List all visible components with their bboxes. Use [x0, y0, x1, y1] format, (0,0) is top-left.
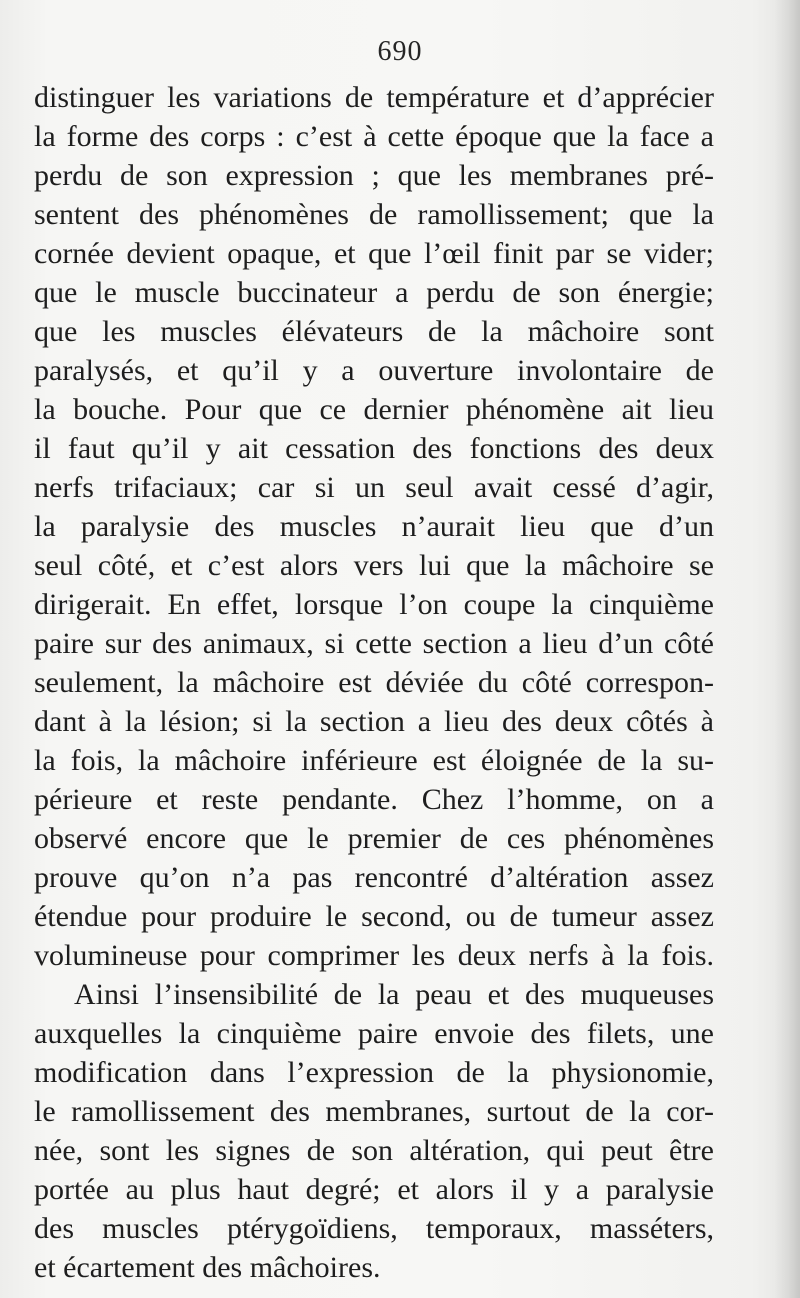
text-line: périeure et reste pendante. Chez l’homme, on a	[34, 783, 714, 816]
text-line: observé encore que le premier de ces phénomènes	[34, 822, 714, 855]
text-line: cornée devient opaque, et que l’œil finit par se vider;	[34, 237, 714, 270]
text-line: dirigerait. En effet, lorsque l’on coupe la cinquième	[34, 588, 714, 621]
text-line: des muscles ptérygoïdiens, temporaux, masséters,	[34, 1212, 714, 1245]
text-line: née, sont les signes de son altération, qui peut être	[34, 1134, 714, 1167]
text-line: modification dans l’expression de la physionomie,	[34, 1056, 714, 1089]
text-line: nerfs trifaciaux; car si un seul avait cessé d’agir,	[34, 471, 714, 504]
text-line: que le muscle buccinateur a perdu de son énergie;	[34, 276, 714, 309]
text-line: prouve qu’on n’a pas rencontré d’altération assez	[34, 861, 714, 894]
text-line: Ainsi l’insensibilité de la peau et des muqueuses	[74, 978, 714, 1011]
text-line: et écartement des mâchoires.	[34, 1251, 381, 1284]
text-line: la bouche. Pour que ce dernier phénomène ait lieu	[34, 393, 714, 426]
text-line: auxquelles la cinquième paire envoie des filets, une	[34, 1017, 714, 1050]
text-line: perdu de son expression ; que les membranes pré-	[34, 159, 714, 192]
text-line: paire sur des animaux, si cette section a lieu d’un côté	[34, 627, 714, 660]
text-line: portée au plus haut degré; et alors il y a paralysie	[34, 1173, 714, 1206]
text-line: que les muscles élévateurs de la mâchoire sont	[34, 315, 714, 348]
text-line: dant à la lésion; si la section a lieu des deux côtés à	[34, 705, 714, 738]
text-line: étendue pour produire le second, ou de tumeur assez	[34, 900, 714, 933]
text-line: seul côté, et c’est alors vers lui que la mâchoire se	[34, 549, 714, 582]
text-line: sentent des phénomènes de ramollissement; que la	[34, 198, 714, 231]
body-text	[34, 78, 714, 1287]
text-line: volumineuse pour comprimer les deux nerfs à la fois.	[34, 939, 714, 972]
text-line: le ramollissement des membranes, surtout de la cor-	[34, 1095, 714, 1128]
text-line: la forme des corps : c’est à cette époque que la face a	[34, 120, 714, 153]
text-line: seulement, la mâchoire est déviée du côté correspon-	[34, 666, 714, 699]
text-line: il faut qu’il y ait cessation des fonctions des deux	[34, 432, 714, 465]
text-line: la fois, la mâchoire inférieure est éloignée de la su-	[34, 744, 714, 777]
page-number: 690	[377, 36, 423, 67]
text-line: paralysés, et qu’il y a ouverture involontaire de	[34, 354, 714, 387]
text-line: distinguer les variations de température et d’apprécier	[34, 81, 714, 114]
page-edge-shadow	[774, 0, 800, 1298]
text-line: la paralysie des muscles n’aurait lieu que d’un	[34, 510, 714, 543]
